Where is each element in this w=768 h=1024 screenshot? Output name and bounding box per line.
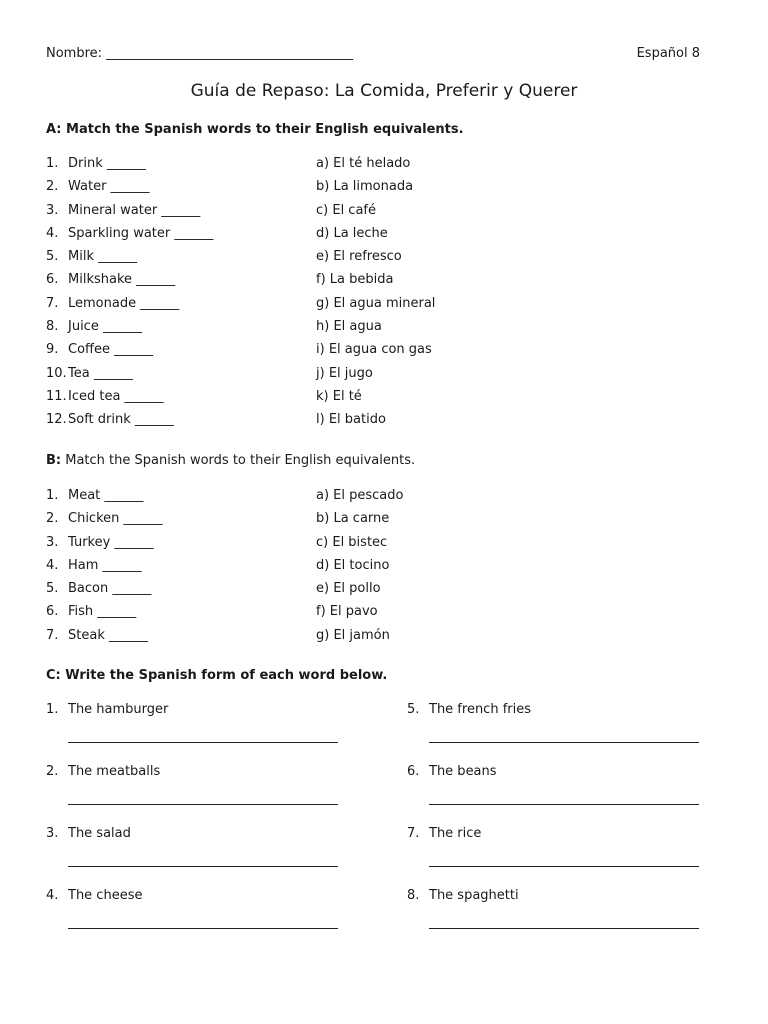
english-term: Juice ______ xyxy=(68,319,142,335)
spanish-option: c) El café xyxy=(316,202,376,218)
spanish-option: g) El agua mineral xyxy=(316,295,436,311)
list-item xyxy=(46,366,726,389)
list-item xyxy=(46,179,726,202)
english-term: Iced tea ______ xyxy=(68,388,164,404)
english-term: Chicken ______ xyxy=(68,511,163,527)
spanish-option: k) El té xyxy=(316,388,362,404)
spanish-option: c) El bistec xyxy=(316,534,388,550)
list-item xyxy=(46,156,726,179)
spanish-option: a) El té helado xyxy=(316,156,411,171)
answer-line[interactable] xyxy=(429,866,699,867)
list-item xyxy=(407,888,707,950)
item-number: 1. xyxy=(46,488,59,503)
english-term: Water ______ xyxy=(68,179,150,195)
answer-line[interactable] xyxy=(429,928,699,929)
spanish-option: b) La carne xyxy=(316,511,390,527)
answer-line[interactable] xyxy=(68,804,338,805)
english-term: The salad xyxy=(68,826,131,841)
item-number: 3. xyxy=(46,826,59,841)
answer-line[interactable] xyxy=(429,804,699,805)
section-c-grid xyxy=(46,702,706,952)
english-term: Soft drink ______ xyxy=(68,412,174,428)
item-number: 5. xyxy=(46,581,59,597)
spanish-option: b) La limonada xyxy=(316,179,414,195)
list-item xyxy=(46,342,726,365)
list-item xyxy=(46,628,726,651)
list-item xyxy=(46,226,726,249)
spanish-option: d) El tocino xyxy=(316,557,390,573)
item-number: 12. xyxy=(46,412,67,428)
item-number: 2. xyxy=(46,179,59,195)
english-term: Turkey ______ xyxy=(68,534,154,550)
page-title: Guía de Repaso: La Comida, Preferir y Querer xyxy=(190,81,578,101)
header xyxy=(46,46,700,64)
item-number: 5. xyxy=(46,249,59,265)
list-item xyxy=(46,389,726,412)
list-item xyxy=(407,702,707,764)
item-number: 1. xyxy=(46,702,59,717)
english-term: The french fries xyxy=(429,702,532,717)
english-term: Lemonade ______ xyxy=(68,295,180,311)
english-term: Sparkling water ______ xyxy=(68,225,214,241)
list-item xyxy=(46,488,726,511)
english-term: Drink ______ xyxy=(68,156,146,171)
list-item xyxy=(46,203,726,226)
list-item xyxy=(46,511,726,534)
spanish-option: a) El pescado xyxy=(316,488,404,503)
section-c-heading: C: Write the Spanish form of each word below. xyxy=(46,668,388,683)
item-number: 4. xyxy=(46,225,59,241)
section-a-list xyxy=(46,156,726,436)
english-term: Ham ______ xyxy=(68,557,142,573)
list-item xyxy=(46,604,726,627)
english-term: Fish ______ xyxy=(68,604,137,620)
answer-line[interactable] xyxy=(68,928,338,929)
section-b-prefix: B: xyxy=(46,453,62,468)
spanish-option: e) El pollo xyxy=(316,581,381,597)
item-number: 3. xyxy=(46,202,59,218)
list-item xyxy=(46,319,726,342)
spanish-option: d) La leche xyxy=(316,225,388,241)
spanish-option: g) El jamón xyxy=(316,627,390,643)
english-term: Meat ______ xyxy=(68,488,144,503)
item-number: 2. xyxy=(46,764,59,779)
english-term: Coffee ______ xyxy=(68,342,154,358)
list-item xyxy=(46,826,346,888)
list-item xyxy=(46,535,726,558)
item-number: 3. xyxy=(46,534,59,550)
answer-line[interactable] xyxy=(429,742,699,743)
name-field-label: Nombre: ______________________________________ xyxy=(46,46,354,61)
item-number: 1. xyxy=(46,156,59,171)
item-number: 7. xyxy=(46,295,59,311)
answer-line[interactable] xyxy=(68,866,338,867)
item-number: 5. xyxy=(407,702,420,717)
english-term: Steak ______ xyxy=(68,627,148,643)
section-b-heading xyxy=(46,453,415,468)
spanish-option: h) El agua xyxy=(316,319,382,335)
item-number: 2. xyxy=(46,511,59,527)
list-item xyxy=(46,412,726,435)
item-number: 11. xyxy=(46,388,67,404)
english-term: Milk ______ xyxy=(68,249,138,265)
item-number: 8. xyxy=(407,888,420,903)
english-term: The beans xyxy=(429,764,497,779)
list-item xyxy=(46,888,346,950)
spanish-option: i) El agua con gas xyxy=(316,342,432,358)
course-label: Español 8 xyxy=(636,46,700,61)
spanish-option: f) El pavo xyxy=(316,604,378,620)
english-term: The rice xyxy=(429,826,482,841)
list-item xyxy=(407,826,707,888)
item-number: 8. xyxy=(46,319,59,335)
english-term: The meatballs xyxy=(68,764,161,779)
english-term: Mineral water ______ xyxy=(68,202,201,218)
item-number: 10. xyxy=(46,365,67,381)
list-item xyxy=(46,249,726,272)
english-term: Tea ______ xyxy=(68,365,133,381)
item-number: 4. xyxy=(46,888,59,903)
list-item xyxy=(46,272,726,295)
spanish-option: l) El batido xyxy=(316,412,386,428)
english-term: The spaghetti xyxy=(429,888,519,903)
list-item xyxy=(46,764,346,826)
english-term: The cheese xyxy=(68,888,143,903)
item-number: 6. xyxy=(46,604,59,620)
item-number: 9. xyxy=(46,342,59,358)
section-b-list xyxy=(46,488,726,651)
item-number: 4. xyxy=(46,557,59,573)
answer-line[interactable] xyxy=(68,742,338,743)
list-item xyxy=(46,558,726,581)
spanish-option: j) El jugo xyxy=(316,365,373,381)
list-item xyxy=(46,581,726,604)
spanish-option: f) La bebida xyxy=(316,272,394,288)
item-number: 7. xyxy=(46,627,59,643)
item-number: 6. xyxy=(407,764,420,779)
section-a-heading: A: Match the Spanish words to their English equivalents. xyxy=(46,122,464,137)
item-number: 7. xyxy=(407,826,420,841)
item-number: 6. xyxy=(46,272,59,288)
list-item xyxy=(46,296,726,319)
section-b-heading-text: Match the Spanish words to their English equivalents. xyxy=(61,453,416,468)
english-term: Milkshake ______ xyxy=(68,272,176,288)
english-term: Bacon ______ xyxy=(68,581,152,597)
list-item xyxy=(407,764,707,826)
english-term: The hamburger xyxy=(68,702,169,717)
spanish-option: e) El refresco xyxy=(316,249,402,265)
list-item xyxy=(46,702,346,764)
